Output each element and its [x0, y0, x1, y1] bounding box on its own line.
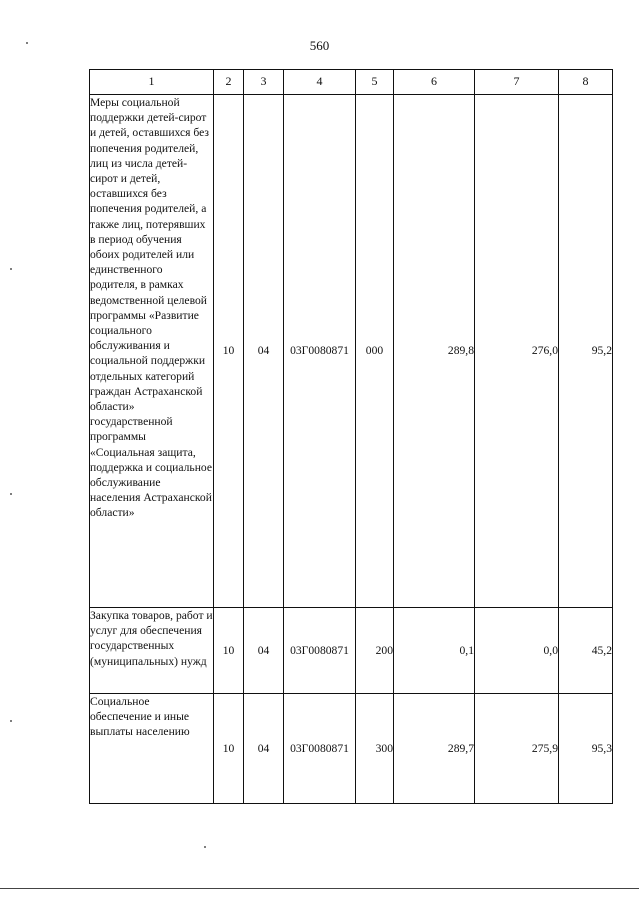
- table-row: [90, 694, 613, 804]
- planned-amount: 289,8: [394, 95, 475, 608]
- table-row: [90, 95, 613, 608]
- column-header: 8: [559, 70, 613, 95]
- execution-percent: 95,3: [559, 694, 613, 804]
- column-header: 7: [475, 70, 559, 95]
- column-header: 5: [356, 70, 394, 95]
- column-header: 3: [244, 70, 284, 95]
- subsection-code: 04: [244, 608, 284, 694]
- scan-speck: [26, 42, 28, 44]
- section-code: 10: [214, 608, 244, 694]
- subsection-code: 04: [244, 694, 284, 804]
- expense-type-code: 300: [356, 694, 394, 804]
- target-article-code: 03Г0080871: [284, 95, 356, 608]
- expense-type-code: 200: [356, 608, 394, 694]
- scan-speck: [204, 846, 206, 848]
- execution-percent: 45,2: [559, 608, 613, 694]
- actual-amount: 275,9: [475, 694, 559, 804]
- column-header: 1: [90, 70, 214, 95]
- row-description: Закупка товаров, работ и услуг для обеспечения государственных (муниципальных) нужд: [90, 608, 214, 694]
- scan-speck: [10, 268, 12, 270]
- row-description: Меры социальной поддержки детей-сирот и детей, оставшихся без попечения родителей, лиц из числа детей-сирот и детей, оставшихся без попечения родителей, а также лиц, потерявших в период обучения обоих родителей или единственного родителя, в рамках ведомственной целевой программы «Развитие социального обслуживания и социальной поддержки отдельных категорий граждан Астраханской области» государственной программы «Социальная защита, поддержка и социальное обслуживание населения Астраханской области»: [90, 95, 214, 608]
- section-code: 10: [214, 95, 244, 608]
- column-header: 6: [394, 70, 475, 95]
- scan-speck: [10, 720, 12, 722]
- planned-amount: 289,7: [394, 694, 475, 804]
- budget-table: [89, 69, 613, 804]
- section-code: 10: [214, 694, 244, 804]
- target-article-code: 03Г0080871: [284, 608, 356, 694]
- execution-percent: 95,2: [559, 95, 613, 608]
- column-header: 2: [214, 70, 244, 95]
- table-header-row: [90, 70, 613, 95]
- actual-amount: 276,0: [475, 95, 559, 608]
- target-article-code: 03Г0080871: [284, 694, 356, 804]
- page-number: 560: [309, 38, 330, 53]
- planned-amount: 0,1: [394, 608, 475, 694]
- table-row: [90, 608, 613, 694]
- column-header: 4: [284, 70, 356, 95]
- scan-edge-line: [0, 888, 639, 889]
- subsection-code: 04: [244, 95, 284, 608]
- expense-type-code: 000: [356, 95, 394, 608]
- row-description: Социальное обеспечение и иные выплаты населению: [90, 694, 214, 804]
- actual-amount: 0,0: [475, 608, 559, 694]
- scan-speck: [10, 493, 12, 495]
